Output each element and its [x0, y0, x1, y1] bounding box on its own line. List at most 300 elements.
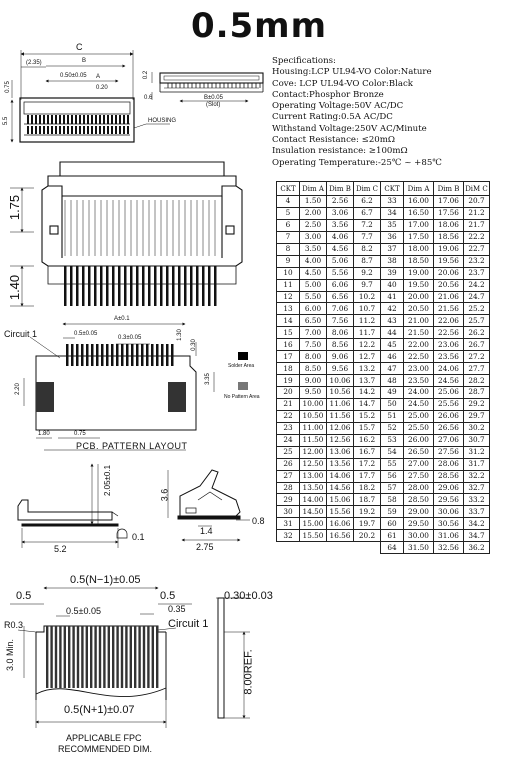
table-cell: 6 [277, 219, 300, 231]
table-cell: 6.7 [354, 207, 381, 219]
front-pin [130, 266, 133, 306]
contact-tooth [31, 115, 33, 124]
table-cell: 22.00 [404, 339, 434, 351]
dim-235-label: (2.35) [26, 60, 42, 66]
table-cell: 23.56 [434, 351, 464, 363]
dim-55-label: 5.5 [3, 116, 10, 126]
dim-14-label: 1.4 [200, 526, 213, 536]
pcb-pad [116, 344, 119, 366]
table-cell: 25.7 [464, 315, 490, 327]
table-row [277, 470, 490, 482]
contact-tooth [107, 126, 109, 134]
table-row [277, 351, 490, 363]
spec-line: Withstand Voltage:250V AC/Minute [272, 123, 427, 134]
dim-020-label: 0.20 [96, 85, 108, 91]
table-cell: 26.50 [404, 446, 434, 458]
dim-b-slot-label: B±0.05 [204, 95, 223, 101]
table-cell: 30.06 [434, 506, 464, 518]
contact-tooth [87, 126, 89, 134]
fpc-conductor [77, 626, 79, 688]
dim-a-label: A [96, 74, 101, 80]
table-cell: 26 [277, 458, 300, 470]
table-cell: 39 [381, 267, 404, 279]
contact-tooth [99, 115, 101, 124]
fpc-n-plus-1-label: 0.5(N+1)±0.07 [64, 704, 135, 716]
table-cell: 42 [381, 303, 404, 315]
table-cell: 27.06 [434, 434, 464, 446]
table-cell: 18.06 [434, 219, 464, 231]
dim-02-label: 0.2 [143, 70, 150, 80]
table-cell: 9 [277, 255, 300, 267]
table-cell: 3.50 [300, 243, 327, 255]
table-cell: 13.50 [300, 482, 327, 494]
table-cell: 20.00 [404, 291, 434, 303]
fpc-30min-label: 3.0 Min. [5, 638, 16, 672]
fpc-conductor [81, 626, 83, 688]
table-cell: 9.50 [300, 387, 327, 399]
table-cell: 13.56 [327, 458, 354, 470]
contact-tooth [63, 126, 65, 134]
table-cell: 24.06 [434, 363, 464, 375]
table-header-cell: DiM C [464, 182, 490, 196]
table-cell: 20.56 [434, 279, 464, 291]
table-cell: 20.06 [434, 267, 464, 279]
fpc-conductor [86, 626, 88, 688]
spec-line: Housing:LCP UL94-VO Color:Nature [272, 67, 432, 78]
front-pin [124, 266, 127, 306]
pcb-pad [96, 344, 99, 366]
contact-tooth [39, 126, 41, 134]
fpc-conductor [94, 626, 96, 688]
table-cell: 12.06 [327, 422, 354, 434]
table-cell: 43 [381, 315, 404, 327]
front-pin [82, 266, 85, 306]
table-cell: 28 [277, 482, 300, 494]
fpc-conductor [130, 626, 132, 688]
left-solder-pad [36, 382, 54, 412]
table-cell: 8.50 [300, 363, 327, 375]
table-cell: 29 [277, 494, 300, 506]
dim-c-label: C [76, 42, 83, 52]
table-row [277, 398, 490, 410]
table-cell: 7.00 [300, 327, 327, 339]
table-cell: 30.56 [434, 518, 464, 530]
pcb-335-label: 3.35 [204, 373, 211, 385]
front-pin [214, 266, 217, 306]
fpc-conductor [138, 626, 140, 688]
table-cell: 18.7 [354, 494, 381, 506]
table-cell: 44 [381, 327, 404, 339]
table-cell: 27.2 [464, 351, 490, 363]
fpc-conductor [90, 626, 92, 688]
table-cell: 10.2 [354, 291, 381, 303]
contact-tooth [27, 115, 29, 124]
table-cell: 24.50 [404, 398, 434, 410]
table-row [277, 530, 490, 542]
table-cell: 11.00 [300, 422, 327, 434]
table-cell: 24.00 [404, 387, 434, 399]
front-pin [190, 266, 193, 306]
table-cell: 54 [381, 446, 404, 458]
pcb-pad [136, 344, 139, 366]
fpc-pitch-label: 0.5±0.05 [66, 606, 101, 616]
table-cell: 26.2 [464, 327, 490, 339]
table-cell: 9.56 [327, 363, 354, 375]
table-cell: 16.00 [404, 196, 434, 208]
table-cell: 15.06 [327, 494, 354, 506]
table-row [277, 458, 490, 470]
housing-label: HOUSING [148, 118, 177, 124]
table-cell: 15 [277, 327, 300, 339]
spec-line: Operating Temperature:-25℃ ~ +85℃ [272, 157, 442, 168]
table-cell: 21.2 [464, 207, 490, 219]
contact-tooth [35, 115, 37, 124]
table-cell: 27.00 [404, 458, 434, 470]
front-pin [136, 266, 139, 306]
table-cell: 3.00 [300, 231, 327, 243]
table-header-row [277, 182, 490, 196]
table-cell: 36.2 [464, 542, 490, 554]
table-cell: 17.06 [434, 196, 464, 208]
table-cell: 59 [381, 506, 404, 518]
fpc-conductor [64, 626, 66, 688]
table-row [277, 387, 490, 399]
table-cell: 32.56 [434, 542, 464, 554]
table-row [277, 207, 490, 219]
table-cell: 23.00 [404, 363, 434, 375]
fpc-05-right-label: 0.5 [160, 590, 176, 602]
table-cell: 46 [381, 351, 404, 363]
pcb-pad [151, 344, 154, 366]
table-cell: 26.00 [404, 434, 434, 446]
table-row [277, 375, 490, 387]
table-row [277, 339, 490, 351]
table-cell: 21.06 [434, 291, 464, 303]
fpc-n-minus-1-label: 0.5(N−1)±0.05 [70, 574, 141, 586]
pcb-pad [121, 344, 124, 366]
front-pin [172, 266, 175, 306]
contact-tooth [67, 126, 69, 134]
table-cell: 23.06 [434, 339, 464, 351]
table-cell: 1.50 [300, 196, 327, 208]
spec-line: Current Rating:0.5A AC/DC [272, 112, 393, 123]
front-pin [94, 266, 97, 306]
table-cell: 16.06 [327, 518, 354, 530]
table-cell: 12.00 [300, 446, 327, 458]
fpc-conductor [125, 626, 127, 688]
table-cell: 4.56 [327, 243, 354, 255]
table-cell: 7.2 [354, 219, 381, 231]
table-cell: 60 [381, 518, 404, 530]
table-cell: 6.50 [300, 315, 327, 327]
pcb-pad [91, 344, 94, 366]
table-cell: 20.2 [354, 530, 381, 542]
table-cell: 5 [277, 207, 300, 219]
table-cell: 14 [277, 315, 300, 327]
table-cell: 29.7 [464, 410, 490, 422]
table-cell: 9.06 [327, 351, 354, 363]
slot-label: (Slot) [206, 102, 221, 108]
fpc-conductor [55, 626, 57, 688]
table-cell: 24.2 [464, 279, 490, 291]
table-cell: 33 [381, 196, 404, 208]
table-cell: 31.7 [464, 458, 490, 470]
contact-tooth [119, 126, 121, 134]
table-cell: 18 [277, 363, 300, 375]
front-pin [202, 266, 205, 306]
contact-tooth [79, 126, 81, 134]
table-cell: 14.56 [327, 482, 354, 494]
table-cell: 24.56 [434, 375, 464, 387]
table-cell: 34 [381, 207, 404, 219]
table-cell: 6.56 [327, 291, 354, 303]
fpc-conductor [68, 626, 70, 688]
pcb-pad [71, 344, 74, 366]
contact-tooth [79, 115, 81, 124]
table-cell: 25.00 [404, 410, 434, 422]
table-cell: 7.06 [327, 303, 354, 315]
solder-area-swatch [238, 352, 248, 360]
table-header-cell: Dim B [327, 182, 354, 196]
table-cell: 25.50 [404, 422, 434, 434]
table-cell: 3.06 [327, 207, 354, 219]
table-cell: 6.00 [300, 303, 327, 315]
front-pin [100, 266, 103, 306]
contact-tooth [95, 115, 97, 124]
table-cell: 61 [381, 530, 404, 542]
contact-tooth [127, 126, 129, 134]
contact-tooth [111, 126, 113, 134]
table-cell: 17.50 [404, 231, 434, 243]
table-cell: 21.7 [464, 219, 490, 231]
table-cell: 30 [277, 506, 300, 518]
fpc-conductor [143, 626, 145, 688]
front-pin [106, 266, 109, 306]
table-cell: 15.56 [327, 506, 354, 518]
table-cell: 56 [381, 470, 404, 482]
pcb-pad [141, 344, 144, 366]
table-cell: 24.7 [464, 291, 490, 303]
table-row [277, 410, 490, 422]
table-cell: 4.50 [300, 267, 327, 279]
table-cell: 13.7 [354, 375, 381, 387]
table-row [277, 315, 490, 327]
table-cell: 27.50 [404, 470, 434, 482]
fpc-caption-line2: RECOMMENDED DIM. [58, 744, 152, 754]
table-cell: 32.2 [464, 470, 490, 482]
contact-tooth [63, 115, 65, 124]
table-cell: 21 [277, 398, 300, 410]
spec-line: Cove: LCP UL94-VO Color:Black [272, 78, 413, 89]
contact-tooth [111, 115, 113, 124]
contact-tooth [47, 115, 49, 124]
table-row [277, 518, 490, 530]
table-cell: 18.00 [404, 243, 434, 255]
fpc-conductor [147, 626, 149, 688]
table-cell: 13.00 [300, 470, 327, 482]
table-cell: 10.50 [300, 410, 327, 422]
pcb-pattern-drawing [24, 324, 214, 438]
table-cell: 22 [277, 410, 300, 422]
dim-075-label: 0.75 [4, 81, 11, 93]
table-cell: 20.50 [404, 303, 434, 315]
pcb-220-label: 2.20 [14, 383, 21, 395]
contact-tooth [119, 115, 121, 124]
front-pin [208, 266, 211, 306]
contact-tooth [123, 115, 125, 124]
top-view-contacts [27, 115, 129, 134]
front-pin [142, 266, 145, 306]
table-header-cell: Dim C [354, 182, 381, 196]
table-cell: 11 [277, 279, 300, 291]
legend-nopattern-label: No Pattern Area [224, 394, 260, 400]
table-cell: 22.06 [434, 315, 464, 327]
contact-tooth [51, 115, 53, 124]
fpc-conductor [121, 626, 123, 688]
table-cell: 25.56 [434, 398, 464, 410]
table-cell: 33.7 [464, 506, 490, 518]
table-cell: 45 [381, 339, 404, 351]
pcb-pad [171, 344, 174, 366]
table-cell: 28.2 [464, 375, 490, 387]
spec-line: Operating Voltage:50V AC/DC [272, 101, 404, 112]
table-row [277, 231, 490, 243]
table-cell: 16.56 [327, 530, 354, 542]
contact-tooth [39, 115, 41, 124]
table-cell: 9.7 [354, 279, 381, 291]
contact-tooth [115, 126, 117, 134]
fpc-conductor [116, 626, 118, 688]
table-cell: 4.06 [327, 231, 354, 243]
table-cell: 50 [381, 398, 404, 410]
fpc-conductor [103, 626, 105, 688]
table-cell: 12.50 [300, 458, 327, 470]
pcb-pad [161, 344, 164, 366]
right-solder-pad [168, 382, 186, 412]
contact-tooth [103, 126, 105, 134]
table-cell: 15.2 [354, 410, 381, 422]
front-pin [160, 266, 163, 306]
table-cell: 11.2 [354, 315, 381, 327]
table-cell: 30.7 [464, 434, 490, 446]
table-cell: 40 [381, 279, 404, 291]
front-pin [76, 266, 79, 306]
table-cell: 2.50 [300, 219, 327, 231]
fpc-ref-length-label: 8.00REF. [242, 649, 255, 695]
contact-tooth [127, 115, 129, 124]
fpc-r03-label: R0.3 [4, 620, 24, 630]
table-cell: 38 [381, 255, 404, 267]
table-cell: 13.2 [354, 363, 381, 375]
table-cell: 57 [381, 482, 404, 494]
dim-140-label: 1.40 [7, 274, 23, 301]
table-cell: 7 [277, 231, 300, 243]
contact-tooth [59, 126, 61, 134]
table-row [277, 434, 490, 446]
contact-tooth [103, 115, 105, 124]
contact-tooth [107, 115, 109, 124]
table-cell: 11.56 [327, 410, 354, 422]
table-row [277, 506, 490, 518]
table-cell: 15.50 [300, 530, 327, 542]
table-cell: 22.2 [464, 231, 490, 243]
pcb-03-label: 0.3±0.05 [118, 335, 142, 341]
table-cell: 5.00 [300, 279, 327, 291]
table-cell: 23.50 [404, 375, 434, 387]
table-cell: 17.2 [354, 458, 381, 470]
pcb-dim-a-label: A±0.1 [114, 316, 130, 322]
table-header-cell: Dim A [404, 182, 434, 196]
contact-tooth [71, 126, 73, 134]
table-cell: 23 [277, 422, 300, 434]
pcb-pitch-label: 0.5±0.05 [74, 331, 98, 337]
table-cell [354, 542, 381, 554]
table-cell: 48 [381, 375, 404, 387]
table-cell: 25 [277, 446, 300, 458]
dim-pitch-label: 0.50±0.05 [60, 73, 87, 79]
pcb-030-label: 0.30 [190, 339, 197, 351]
table-header-cell: CKT [381, 182, 404, 196]
fpc-conductor [72, 626, 74, 688]
contact-tooth [75, 126, 77, 134]
table-cell: 53 [381, 434, 404, 446]
table-cell: 32.7 [464, 482, 490, 494]
table-cell: 2.56 [327, 196, 354, 208]
fpc-caption-line1: APPLICABLE FPC [66, 733, 142, 743]
table-cell: 19.7 [354, 518, 381, 530]
contact-tooth [91, 115, 93, 124]
table-cell: 16.50 [404, 207, 434, 219]
table-cell: 8.2 [354, 243, 381, 255]
table-cell: 7.50 [300, 339, 327, 351]
spec-line: Insulation resistance: ≥100mΩ [272, 146, 408, 157]
fpc-circuit1-label: Circuit 1 [168, 618, 209, 630]
table-cell: 2.00 [300, 207, 327, 219]
table-cell: 22.50 [404, 351, 434, 363]
table-cell: 30.00 [404, 530, 434, 542]
pcb-180-label: 1.80 [38, 431, 50, 437]
contact-tooth [83, 126, 85, 134]
ckt-dimension-table [276, 181, 490, 554]
contact-tooth [43, 126, 45, 134]
contact-tooth [31, 126, 33, 134]
table-header-cell: CKT [277, 182, 300, 196]
table-cell: 13.06 [327, 446, 354, 458]
table-cell: 16.7 [354, 446, 381, 458]
table-cell: 64 [381, 542, 404, 554]
fpc-conductor [50, 626, 52, 688]
table-cell: 29.56 [434, 494, 464, 506]
pcb-pad [106, 344, 109, 366]
table-cell: 31 [277, 518, 300, 530]
contact-tooth [95, 126, 97, 134]
dim-36-label: 3.6 [159, 488, 170, 502]
table-cell: 8 [277, 243, 300, 255]
table-cell: 12.56 [327, 434, 354, 446]
front-pin [166, 266, 169, 306]
table-cell: 11.06 [327, 398, 354, 410]
contact-tooth [75, 115, 77, 124]
table-row [277, 219, 490, 231]
table-cell: 26.06 [434, 410, 464, 422]
table-cell: 20.7 [464, 196, 490, 208]
dim-08-label: 0.8 [252, 516, 265, 526]
table-cell: 32 [277, 530, 300, 542]
table-cell: 14.2 [354, 387, 381, 399]
table-cell: 28.50 [404, 494, 434, 506]
table-cell: 10.00 [300, 398, 327, 410]
fpc-conductor [99, 626, 101, 688]
